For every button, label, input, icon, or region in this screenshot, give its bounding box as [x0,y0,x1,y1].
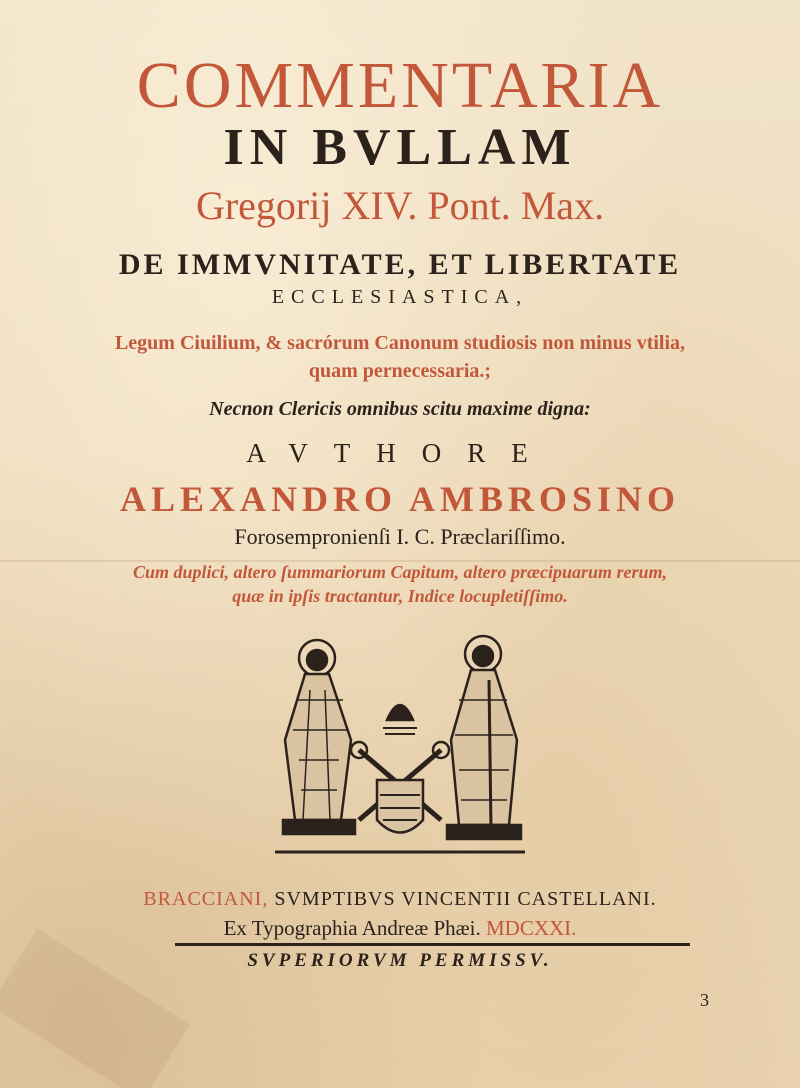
right-saint-base [447,825,521,839]
left-saint-base [283,820,355,834]
title-line-1: COMMENTARIA [136,49,664,122]
right-saint-sword [489,680,491,830]
left-saint-robe [285,674,351,820]
coat-of-arms-shield [377,780,423,833]
horizontal-rule [175,943,690,946]
page-mark: 3 [700,990,709,1010]
imprint-printer: Ex Typographia Andreæ Phæi. [223,916,481,940]
subject-line-1: DE IMMVNITATE, ET LIBERTATE [118,248,682,281]
imprint-publisher: SVMPTIBVS VINCENTII CASTELLANI. [274,888,657,910]
imprint-license: SVPERIORVM PERMISSV. [247,950,553,971]
right-saint-head [473,646,493,666]
subject-line-2: ECCLESIASTICA, [271,286,529,308]
papal-tiara [387,705,413,720]
title-line-2: IN BVLLAM [223,119,577,176]
author-label: AVTHORE [246,438,554,468]
imprint-printer-line [0,916,800,941]
left-saint-head [307,650,327,670]
audience-line-2: quam pernecessaria.; [308,360,492,382]
imprint-year: MDCXXI. [485,916,577,940]
index-line-1: Cum duplici, altero ſummariorum Capitum, altero præcipuarum rerum, [132,562,668,582]
title-line-3: Gregorij XIV. Pont. Max. [195,183,605,228]
imprint-place-publisher [0,888,800,911]
imprint-place: BRACCIANI, [143,888,269,910]
author-title: Forosempronienſi I. C. Præclariſſimo. [234,524,566,549]
woodcut-saints-papal-arms [255,630,545,880]
right-saint-robe [451,670,517,825]
index-line-2: quæ in ipſis tractantur, Indice locupletiſſimo. [232,586,568,606]
audience-line-1: Legum Ciuilium, & sacrórum Canonum studiosis non minus vtilia, [114,332,686,354]
clerics-line: Necnon Clericis omnibus scitu maxime digna: [209,398,591,420]
author-name: ALEXANDRO AMBROSINO [119,479,681,519]
